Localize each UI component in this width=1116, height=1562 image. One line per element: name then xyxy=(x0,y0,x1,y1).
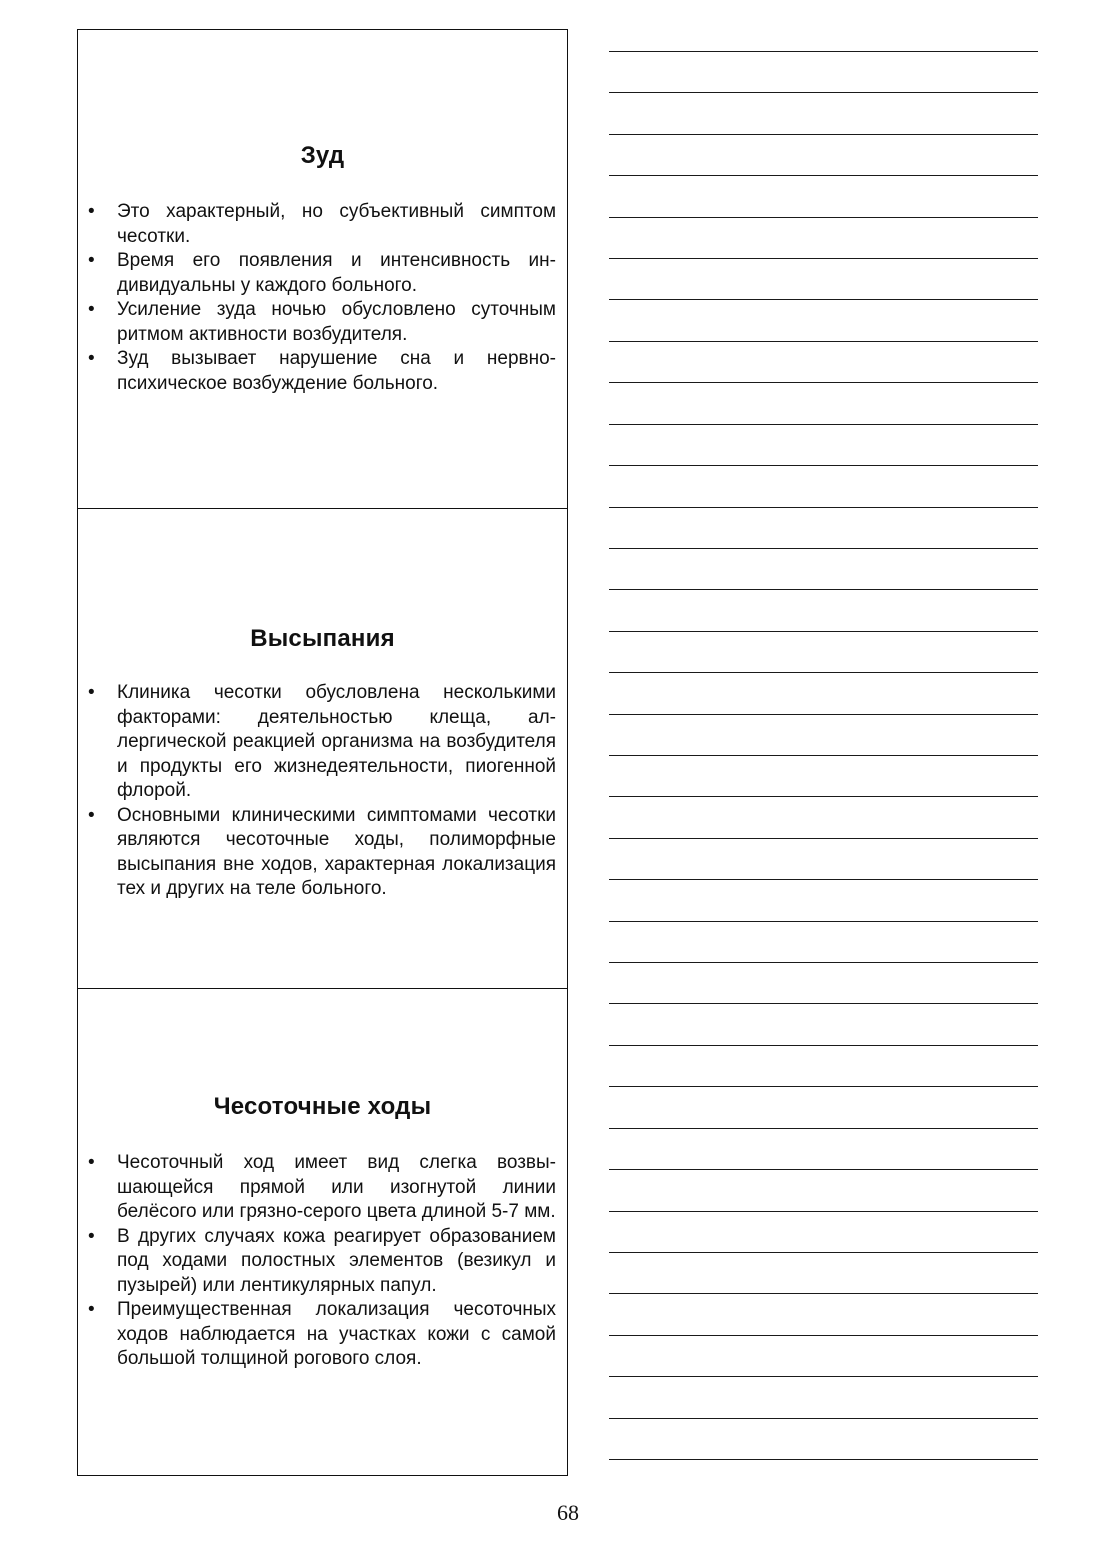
note-line xyxy=(609,465,1038,466)
note-line xyxy=(609,1211,1038,1212)
list-item xyxy=(78,298,567,347)
note-line xyxy=(609,714,1038,715)
list-item-text: В других случаях кожа реагирует образованием под ходами полостных элементов (везикул и пузырей) или лентикулярных папул. xyxy=(117,1225,556,1296)
note-line xyxy=(609,1252,1038,1253)
page-number: 68 xyxy=(557,1500,579,1525)
list-item-text: Чесоточный ход имеет вид слегка возвышающейся прямой или изогнутой линии белёсого или грязно-серого цвета длиной 5-7 мм. xyxy=(117,1152,556,1222)
note-line xyxy=(609,672,1038,673)
note-line xyxy=(609,589,1038,590)
bullet-list xyxy=(78,1151,567,1372)
note-line xyxy=(609,51,1038,52)
note-line xyxy=(609,299,1038,300)
note-line xyxy=(609,1045,1038,1046)
note-line xyxy=(609,838,1038,839)
note-line xyxy=(609,1418,1038,1419)
section-title: Зуд xyxy=(300,142,345,169)
note-line xyxy=(609,1335,1038,1336)
list-item xyxy=(78,1151,567,1225)
bullet-list xyxy=(78,681,567,902)
bullet-list xyxy=(78,200,567,396)
note-line xyxy=(609,1293,1038,1294)
list-item xyxy=(78,200,567,249)
list-item-text: Время его появления и интенсивность индивидуальны у каждого больного. xyxy=(117,250,556,296)
note-line xyxy=(609,92,1038,93)
list-item xyxy=(78,1298,567,1372)
section-title: Высыпания xyxy=(250,625,395,652)
bullet-icon: • xyxy=(88,299,95,320)
note-line xyxy=(609,1376,1038,1377)
note-line xyxy=(609,548,1038,549)
section-title: Чесоточные ходы xyxy=(213,1093,432,1120)
note-line xyxy=(609,796,1038,797)
note-line xyxy=(609,134,1038,135)
list-item-text: Клиника чесотки обусловлена несколькими факторами: деятельностью клеща, аллергической реакцией организма на возбудителя и продукты его жизнедеятельности, пиогенной флорой. xyxy=(117,682,556,801)
note-line xyxy=(609,341,1038,342)
note-line xyxy=(609,1003,1038,1004)
note-line xyxy=(609,879,1038,880)
list-item xyxy=(78,804,567,902)
note-line xyxy=(609,1128,1038,1129)
note-line xyxy=(609,1086,1038,1087)
section-burrows xyxy=(78,988,567,1475)
list-item xyxy=(78,249,567,298)
list-item-text: Основными клиническими симптомами чесотки являются чесоточные ходы, полиморфные высыпания вне ходов, характерная локализация тех и других на теле больного. xyxy=(117,804,556,899)
list-item xyxy=(78,347,567,396)
note-line xyxy=(609,507,1038,508)
list-item-text: Усиление зуда ночью обусловлено суточным ритмом активности возбудителя. xyxy=(117,299,556,345)
note-line xyxy=(609,424,1038,425)
list-item-text: Зуд вызывает нарушение сна и нервнопсихическое возбуждение больного. xyxy=(117,348,556,394)
note-line xyxy=(609,382,1038,383)
list-item-text: Это характерный, но субъективный симптом чесотки. xyxy=(117,201,556,247)
note-lines xyxy=(609,0,1038,1562)
list-item xyxy=(78,681,567,804)
bullet-icon: • xyxy=(88,348,95,369)
note-line xyxy=(609,217,1038,218)
bullet-icon: • xyxy=(88,1299,95,1320)
section-rash xyxy=(78,508,567,988)
bullet-icon: • xyxy=(88,1225,95,1247)
note-line xyxy=(609,631,1038,632)
list-item xyxy=(78,1225,567,1299)
list-item-text: Преимущественная локализация чесоточных ходов наблюдается на участках кожи с самой большой толщиной рогового слоя. xyxy=(117,1299,556,1369)
bullet-icon: • xyxy=(88,682,95,703)
bullet-icon: • xyxy=(88,1152,95,1173)
topic-boxes xyxy=(77,29,568,1476)
section-itch xyxy=(78,30,567,508)
note-line xyxy=(609,921,1038,922)
note-line xyxy=(609,962,1038,963)
bullet-icon: • xyxy=(88,250,95,271)
note-line xyxy=(609,755,1038,756)
bullet-icon: • xyxy=(88,804,95,826)
bullet-icon: • xyxy=(88,201,95,222)
note-line xyxy=(609,1459,1038,1460)
note-line xyxy=(609,1169,1038,1170)
note-line xyxy=(609,258,1038,259)
note-line xyxy=(609,175,1038,176)
